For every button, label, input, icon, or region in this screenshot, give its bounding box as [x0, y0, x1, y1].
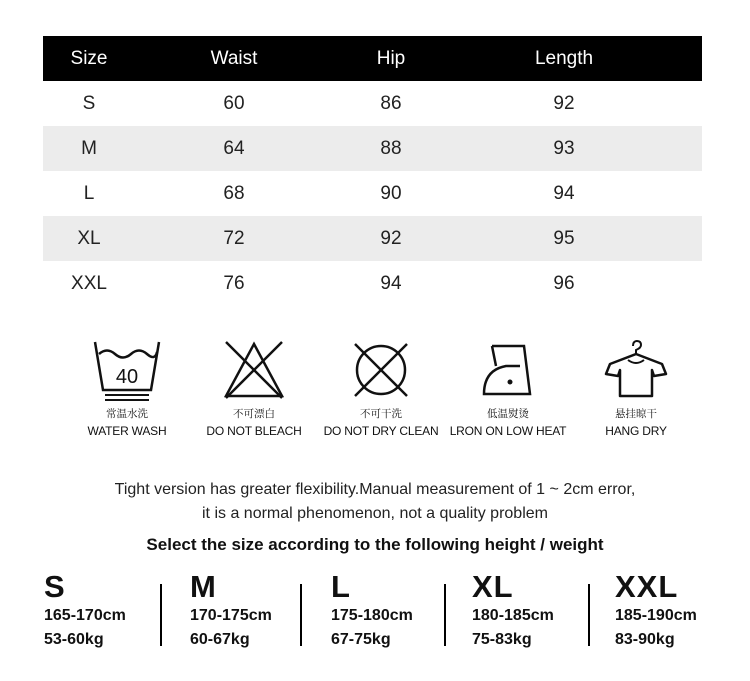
cell-length: 93: [553, 137, 575, 159]
cell-length: 94: [553, 182, 575, 204]
table-row: [43, 171, 702, 216]
cell-hip: 92: [380, 227, 402, 249]
care-label-cn: 不可漂白: [233, 408, 275, 420]
size-guide-item: [44, 570, 184, 652]
size-letter: S: [44, 569, 66, 604]
care-label-cn: 悬挂晾干: [615, 408, 657, 420]
cell-size: XL: [77, 227, 101, 249]
low-heat-iron-icon: [472, 338, 544, 402]
cell-waist: 76: [223, 272, 245, 294]
divider: [444, 584, 446, 646]
size-guide-item: [472, 570, 612, 652]
care-label-en: DO NOT DRY CLEAN: [323, 424, 439, 438]
table-row: [43, 81, 702, 126]
header-hip: Hip: [376, 47, 406, 69]
size-letter: XXL: [615, 569, 679, 604]
care-item-water-wash: [62, 338, 192, 438]
header-size: Size: [70, 47, 108, 69]
size-height: 165-170cm: [44, 607, 126, 624]
note-line-2: it is a normal phenomenon, not a quality problem: [202, 505, 548, 522]
cell-size: M: [81, 137, 97, 159]
cell-waist: 64: [223, 137, 245, 159]
table-header: [43, 36, 702, 81]
cell-hip: 90: [380, 182, 402, 204]
cell-length: 92: [553, 92, 575, 114]
care-item-no-dry-clean: [316, 338, 446, 438]
cell-length: 96: [553, 272, 575, 294]
size-height: 185-190cm: [615, 607, 697, 624]
hang-dry-icon: [600, 338, 672, 402]
cell-size: XXL: [71, 272, 107, 294]
cell-hip: 88: [380, 137, 402, 159]
cell-length: 95: [553, 227, 575, 249]
cell-size: L: [83, 182, 95, 204]
no-dry-clean-icon: [345, 338, 417, 402]
size-guide-heading: Select the size according to the following height / weight: [146, 535, 604, 554]
size-weight: 67-75kg: [331, 631, 391, 648]
size-height: 170-175cm: [190, 607, 272, 624]
care-label-en: WATER WASH: [87, 424, 167, 438]
size-letter: XL: [472, 569, 514, 604]
care-label-en: LRON ON LOW HEAT: [449, 424, 567, 438]
wash-40-icon: [91, 338, 163, 402]
table-row: [43, 126, 702, 171]
care-item-no-bleach: [189, 338, 319, 438]
cell-waist: 60: [223, 92, 245, 114]
divider: [300, 584, 302, 646]
care-item-low-heat-iron: [443, 338, 573, 438]
care-label-en: HANG DRY: [605, 424, 667, 438]
table-row: [43, 216, 702, 261]
size-table: [43, 36, 702, 306]
no-bleach-icon: [218, 338, 290, 402]
table-row: [43, 261, 702, 306]
size-weight: 75-83kg: [472, 631, 532, 648]
cell-hip: 86: [380, 92, 402, 114]
cell-waist: 72: [223, 227, 245, 249]
size-weight: 53-60kg: [44, 631, 104, 648]
size-letter: L: [331, 569, 351, 604]
size-height: 175-180cm: [331, 607, 413, 624]
size-height: 180-185cm: [472, 607, 554, 624]
care-label-cn: 不可干洗: [360, 408, 402, 420]
size-weight: 83-90kg: [615, 631, 675, 648]
header-length: Length: [534, 47, 594, 69]
wash-temperature: 40: [115, 366, 139, 388]
note-line-1: Tight version has greater flexibility.Manual measurement of 1 ~ 2cm error,: [114, 481, 636, 498]
size-letter: M: [190, 569, 217, 604]
size-guide-item: [190, 570, 330, 652]
care-item-hang-dry: [571, 338, 701, 438]
header-waist: Waist: [210, 47, 258, 69]
care-instructions: [0, 338, 750, 448]
care-label-en: DO NOT BLEACH: [206, 424, 302, 438]
cell-waist: 68: [223, 182, 245, 204]
divider: [588, 584, 590, 646]
size-guide-item: [615, 570, 750, 652]
measurement-note: [0, 478, 750, 526]
care-label-cn: 常温水洗: [106, 408, 148, 420]
cell-hip: 94: [380, 272, 402, 294]
size-weight: 60-67kg: [190, 631, 250, 648]
divider: [160, 584, 162, 646]
cell-size: S: [82, 92, 96, 114]
care-label-cn: 低温熨烫: [487, 408, 529, 420]
size-guide: [44, 570, 724, 650]
size-guide-item: [331, 570, 471, 652]
